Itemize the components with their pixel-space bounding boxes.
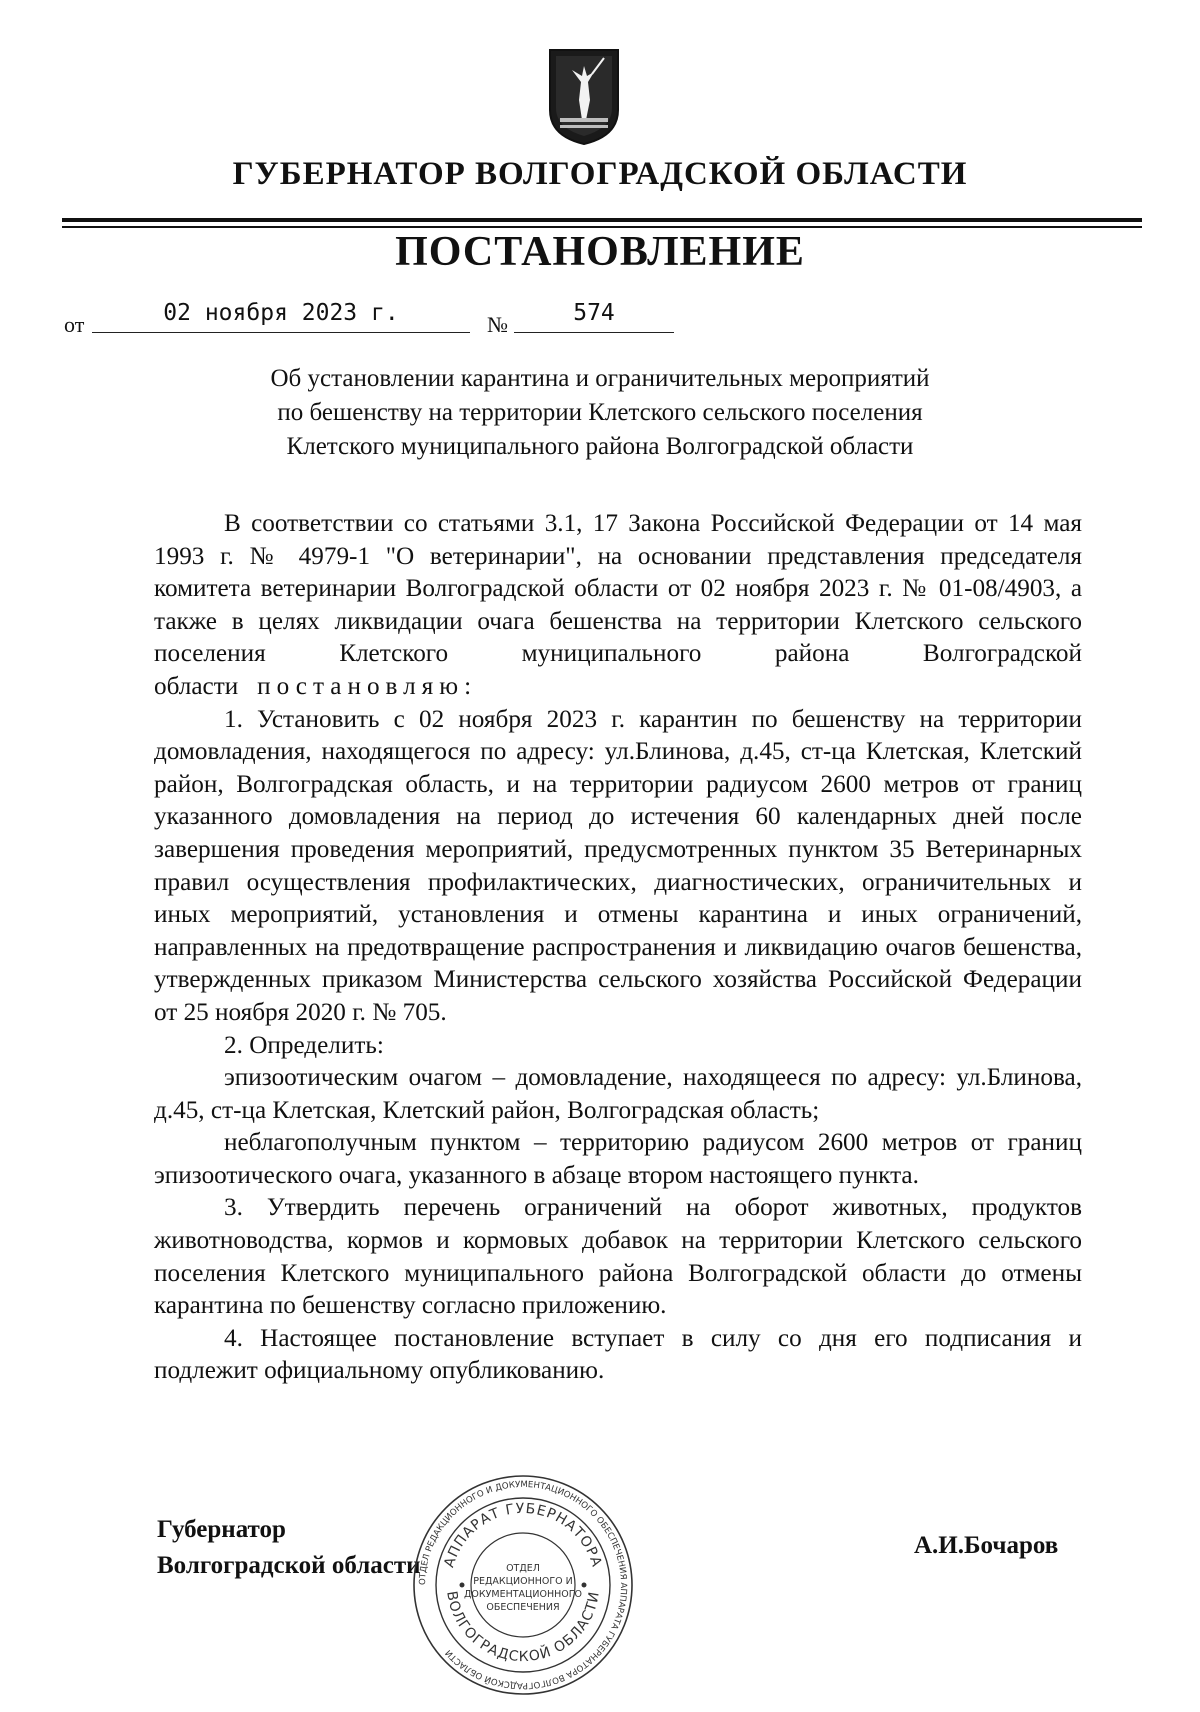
item-2-focus-paragraph: эпизоотическим очагом – домовладение, находящееся по адресу: ул.Блинова, д.45, ст-ца Клетская, Клетский район, Волгоградская область; [154, 1064, 1082, 1124]
subject-line: Клетского муниципального района Волгоградской области [286, 433, 914, 460]
signature-position-line: Губернатор [157, 1516, 286, 1543]
document-date: 02 ноября 2023 г. [92, 300, 470, 333]
authority-title: ГУБЕРНАТОР ВОЛГОГРАДСКОЙ ОБЛАСТИ [232, 156, 968, 192]
item-3-paragraph: 3. Утвердить перечень ограничений на оборот животных, продуктов животноводства, кормов и кормовых добавок на территории Клетского сельского поселения Клетского муниципального района Волгоградской области до отмены карантина по бешенству согласно приложению. [154, 1194, 1082, 1320]
official-stamp [410, 1472, 636, 1698]
date-prefix: от [64, 312, 85, 337]
document-subject [200, 362, 1000, 464]
header-rule-thick [62, 218, 1142, 222]
document-date-number-line [0, 300, 1200, 340]
subject-line: Об установлении карантина и ограничительных мероприятий [270, 365, 930, 392]
signer-name: А.И.Бочаров [914, 1532, 1059, 1559]
item-4-paragraph: 4. Настоящее постановление вступает в силу со дня его подписания и подлежит официальному опубликованию. [154, 1324, 1082, 1385]
preamble-paragraph [154, 508, 1082, 704]
volgograd-coat-of-arms-icon [546, 48, 622, 146]
stamp-center-line: ОБЕСПЕЧЕНИЯ [486, 1602, 560, 1613]
subject-line: по бешенству на территории Клетского сельского поселения [277, 399, 923, 426]
stamp-inner-top-text: АППАРАТ ГУБЕРНАТОРА [441, 1500, 605, 1570]
signature-position-line: Волгоградской области [157, 1552, 421, 1579]
resolve-word: постановляю: [257, 672, 478, 700]
number-sign: № [487, 312, 508, 337]
stamp-center-line: РЕДАКЦИОННОГО И [473, 1576, 573, 1587]
preamble-text: В соответствии со статьями 3.1, 17 Закона Российской Федерации от 14 мая 1993 г. № 4979-1 "О ветеринарии", на основании представления председателя комитета ветеринарии Волгоградской области от 02 ноября 2023 г. № 01-08/4903, а также в целях ликвидации очага бешенства на территории Клетского сельского поселения Клетского муниципального района Волгоградской области [154, 510, 1082, 700]
stamp-center-line: ОТДЕЛ [506, 1563, 540, 1574]
item-2-unfavorable-paragraph: неблагополучным пунктом – территорию радиусом 2600 метров от границ эпизоотического очага, указанного в абзаце втором настоящего пункта. [154, 1129, 1082, 1189]
stamp-center-line: ДОКУМЕНТАЦИОННОГО [463, 1589, 583, 1600]
signature-position [157, 1512, 421, 1584]
document-number: 574 [514, 300, 674, 333]
document-type-title: ПОСТАНОВЛЕНИЕ [395, 229, 805, 275]
stamp-outer-text: ОТДЕЛ РЕДАКЦИОННОГО И ДОКУМЕНТАЦИОННОГО ОБЕСПЕЧЕНИЯ АППАРАТА ГУБЕРНАТОРА ВОЛГОГРАДСКОЙ ОБЛАСТИ [417, 1479, 629, 1691]
stamp-inner-bottom-text: ВОЛГОГРАДСКОЙ ОБЛАСТИ [443, 1589, 603, 1666]
document-body [154, 508, 1082, 1388]
item-1-paragraph: 1. Установить с 02 ноября 2023 г. карантин по бешенству на территории домовладения, находящегося по адресу: ул.Блинова, д.45, ст-ца Клетская, Клетский район, Волгоградская область, и на территории радиусом 2600 метров от границ указанного домовладения на период до истечения 60 календарных дней после завершения проведения мероприятий, предусмотренных пунктом 35 Ветеринарных правил осуществления профилактических, диагностических, ограничительных и иных мероприятий, установления и отмены карантина и иных ограничений, направленных на предотвращение распространения и ликвидацию очагов бешенства, утвержденных приказом Министерства сельского хозяйства Российской Федерации от 25 ноября 2020 г. № 705. [154, 705, 1082, 1026]
item-2-paragraph: 2. Определить: [224, 1031, 384, 1059]
